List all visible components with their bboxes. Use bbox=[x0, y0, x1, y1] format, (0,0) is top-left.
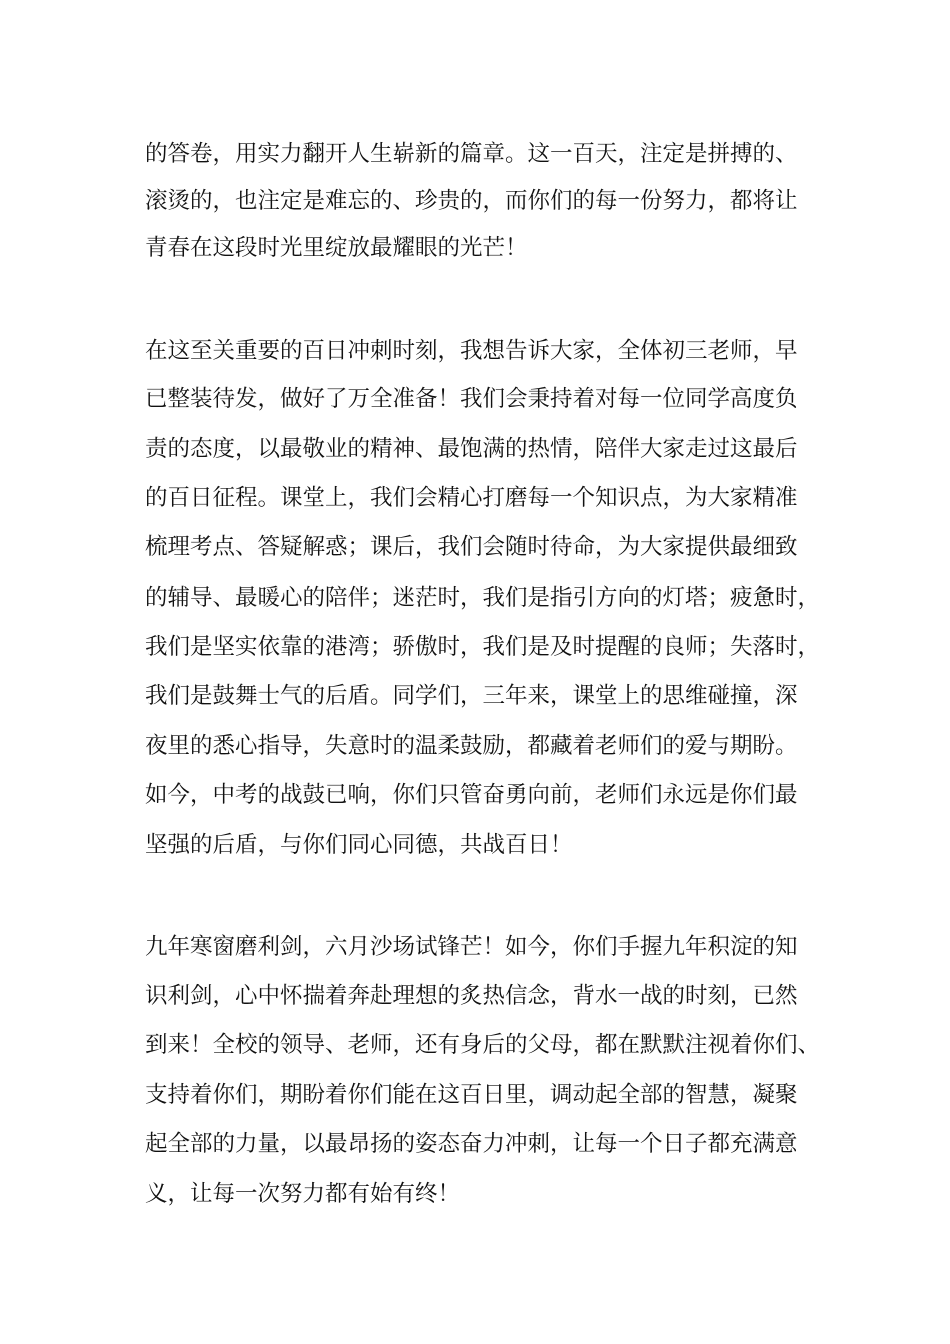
paragraph-3-line-4: 支持着你们，期盼着你们能在这百日里，调动起全部的智慧，凝聚 bbox=[145, 1082, 798, 1108]
paragraph-2-line-8: 我们是鼓舞士气的后盾。同学们，三年来，课堂上的思维碰撞，深 bbox=[145, 683, 798, 709]
paragraph-1-line-2: 滚烫的，也注定是难忘的、珍贵的，而你们的每一份努力，都将让 bbox=[145, 188, 798, 214]
paragraph-2-line-11: 坚强的后盾，与你们同心同德，共战百日！ bbox=[145, 832, 573, 858]
paragraph-2-line-10: 如今，中考的战鼓已响，你们只管奋勇向前，老师们永远是你们最 bbox=[145, 782, 798, 808]
paragraph-2-line-3: 责的态度，以最敬业的精神、最饱满的热情，陪伴大家走过这最后 bbox=[145, 436, 798, 462]
paragraph-2-line-2: 已整装待发，做好了万全准备！我们会秉持着对每一位同学高度负 bbox=[145, 386, 798, 412]
paragraph-3-line-1: 九年寒窗磨利剑，六月沙场试锋芒！如今，你们手握九年积淀的知 bbox=[145, 934, 798, 960]
paragraph-2-line-5: 梳理考点、答疑解惑；课后，我们会随时待命，为大家提供最细致 bbox=[145, 534, 798, 560]
paragraph-2-line-1: 在这至关重要的百日冲刺时刻，我想告诉大家，全体初三老师，早 bbox=[145, 338, 798, 364]
paragraph-2-line-4: 的百日征程。课堂上，我们会精心打磨每一个知识点，为大家精准 bbox=[145, 485, 798, 511]
paragraph-1-line-3: 青春在这段时光里绽放最耀眼的光芒！ bbox=[145, 235, 528, 261]
paragraph-1-line-1: 的答卷，用实力翻开人生崭新的篇章。这一百天，注定是拼搏的、 bbox=[145, 141, 798, 167]
paragraph-3-line-3: 到来！全校的领导、老师，还有身后的父母，都在默默注视着你们、 bbox=[145, 1032, 821, 1058]
paragraph-2-line-9: 夜里的悉心指导，失意时的温柔鼓励，都藏着老师们的爱与期盼。 bbox=[145, 733, 798, 759]
paragraph-2-line-7: 我们是坚实依靠的港湾；骄傲时，我们是及时提醒的良师；失落时， bbox=[145, 634, 821, 660]
paragraph-3-line-2: 识利剑，心中怀揣着奔赴理想的炙热信念，背水一战的时刻，已然 bbox=[145, 983, 798, 1009]
paragraph-3-line-6: 义，让每一次努力都有始有终！ bbox=[145, 1181, 461, 1207]
paragraph-3-line-5: 起全部的力量，以最昂扬的姿态奋力冲刺，让每一个日子都充满意 bbox=[145, 1131, 798, 1157]
paragraph-2-line-6: 的辅导、最暖心的陪伴；迷茫时，我们是指引方向的灯塔；疲惫时， bbox=[145, 585, 821, 611]
